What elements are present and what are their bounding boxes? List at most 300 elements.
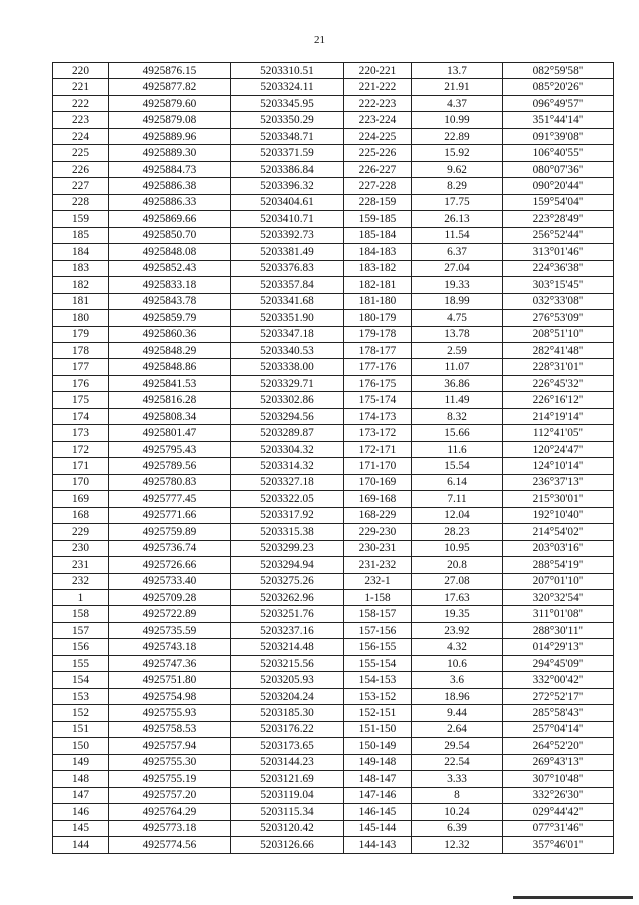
segment-cell: 179-178 <box>344 326 412 342</box>
y-coordinate-cell: 5203376.83 <box>231 260 344 276</box>
y-coordinate-cell: 5203176.22 <box>231 721 344 737</box>
segment-cell: 228-159 <box>344 194 412 210</box>
x-coordinate-cell: 4925889.96 <box>109 128 231 144</box>
length-cell: 17.63 <box>412 590 503 606</box>
bearing-cell: 236°37'13" <box>503 474 614 490</box>
x-coordinate-cell: 4925876.15 <box>109 63 231 79</box>
segment-cell: 220-221 <box>344 63 412 79</box>
x-coordinate-cell: 4925869.66 <box>109 211 231 227</box>
y-coordinate-cell: 5203126.66 <box>231 837 344 853</box>
bearing-cell: 208°51'10" <box>503 326 614 342</box>
bearing-cell: 276°53'09" <box>503 310 614 326</box>
bearing-cell: 256°52'44" <box>503 227 614 243</box>
table-row <box>53 573 614 589</box>
table-row <box>53 79 614 95</box>
table-row <box>53 375 614 391</box>
table-row <box>53 194 614 210</box>
length-cell: 2.59 <box>412 342 503 358</box>
x-coordinate-cell: 4925777.45 <box>109 491 231 507</box>
length-cell: 21.91 <box>412 79 503 95</box>
x-coordinate-cell: 4925759.89 <box>109 524 231 540</box>
segment-cell: 156-155 <box>344 639 412 655</box>
length-cell: 7.11 <box>412 491 503 507</box>
length-cell: 10.6 <box>412 655 503 671</box>
length-cell: 8.29 <box>412 178 503 194</box>
table-row <box>53 771 614 787</box>
x-coordinate-cell: 4925879.08 <box>109 112 231 128</box>
length-cell: 6.37 <box>412 244 503 260</box>
y-coordinate-cell: 5203302.86 <box>231 392 344 408</box>
y-coordinate-cell: 5203371.59 <box>231 145 344 161</box>
segment-cell: 155-154 <box>344 655 412 671</box>
point-number-cell: 153 <box>53 688 109 704</box>
table-row <box>53 688 614 704</box>
point-number-cell: 230 <box>53 540 109 556</box>
point-number-cell: 172 <box>53 441 109 457</box>
length-cell: 10.99 <box>412 112 503 128</box>
y-coordinate-cell: 5203115.34 <box>231 804 344 820</box>
table-row <box>53 507 614 523</box>
x-coordinate-cell: 4925773.18 <box>109 820 231 836</box>
segment-cell: 159-185 <box>344 211 412 227</box>
y-coordinate-cell: 5203340.53 <box>231 342 344 358</box>
bearing-cell: 264°52'20" <box>503 738 614 754</box>
bearing-cell: 106°40'55" <box>503 145 614 161</box>
length-cell: 17.75 <box>412 194 503 210</box>
length-cell: 11.54 <box>412 227 503 243</box>
y-coordinate-cell: 5203289.87 <box>231 425 344 441</box>
bearing-cell: 357°46'01" <box>503 837 614 853</box>
bearing-cell: 120°24'47" <box>503 441 614 457</box>
length-cell: 36.86 <box>412 375 503 391</box>
length-cell: 15.66 <box>412 425 503 441</box>
length-cell: 12.04 <box>412 507 503 523</box>
length-cell: 3.6 <box>412 672 503 688</box>
segment-cell: 225-226 <box>344 145 412 161</box>
point-number-cell: 171 <box>53 458 109 474</box>
x-coordinate-cell: 4925771.66 <box>109 507 231 523</box>
y-coordinate-cell: 5203119.04 <box>231 787 344 803</box>
segment-cell: 168-229 <box>344 507 412 523</box>
y-coordinate-cell: 5203345.95 <box>231 95 344 111</box>
segment-cell: 223-224 <box>344 112 412 128</box>
point-number-cell: 155 <box>53 655 109 671</box>
point-number-cell: 173 <box>53 425 109 441</box>
segment-cell: 148-147 <box>344 771 412 787</box>
bearing-cell: 014°29'13" <box>503 639 614 655</box>
point-number-cell: 224 <box>53 128 109 144</box>
bearing-cell: 124°10'14" <box>503 458 614 474</box>
x-coordinate-cell: 4925879.60 <box>109 95 231 111</box>
length-cell: 3.33 <box>412 771 503 787</box>
x-coordinate-cell: 4925747.36 <box>109 655 231 671</box>
table-row <box>53 178 614 194</box>
bearing-cell: 096°49'57" <box>503 95 614 111</box>
point-number-cell: 149 <box>53 754 109 770</box>
point-number-cell: 179 <box>53 326 109 342</box>
x-coordinate-cell: 4925743.18 <box>109 639 231 655</box>
coordinates-table-body <box>53 63 614 854</box>
x-coordinate-cell: 4925816.28 <box>109 392 231 408</box>
point-number-cell: 146 <box>53 804 109 820</box>
table-row <box>53 721 614 737</box>
bearing-cell: 288°54'19" <box>503 557 614 573</box>
length-cell: 18.99 <box>412 293 503 309</box>
bearing-cell: 090°20'44" <box>503 178 614 194</box>
table-row <box>53 672 614 688</box>
table-row <box>53 244 614 260</box>
y-coordinate-cell: 5203350.29 <box>231 112 344 128</box>
point-number-cell: 145 <box>53 820 109 836</box>
point-number-cell: 148 <box>53 771 109 787</box>
y-coordinate-cell: 5203348.71 <box>231 128 344 144</box>
length-cell: 19.35 <box>412 606 503 622</box>
segment-cell: 230-231 <box>344 540 412 556</box>
length-cell: 9.44 <box>412 705 503 721</box>
table-row <box>53 655 614 671</box>
point-number-cell: 229 <box>53 524 109 540</box>
x-coordinate-cell: 4925755.30 <box>109 754 231 770</box>
bearing-cell: 332°00'42" <box>503 672 614 688</box>
x-coordinate-cell: 4925795.43 <box>109 441 231 457</box>
length-cell: 15.54 <box>412 458 503 474</box>
x-coordinate-cell: 4925754.98 <box>109 688 231 704</box>
point-number-cell: 174 <box>53 408 109 424</box>
bearing-cell: 224°36'38" <box>503 260 614 276</box>
length-cell: 8.32 <box>412 408 503 424</box>
table-row <box>53 606 614 622</box>
y-coordinate-cell: 5203357.84 <box>231 277 344 293</box>
segment-cell: 177-176 <box>344 359 412 375</box>
bearing-cell: 085°20'26" <box>503 79 614 95</box>
bearing-cell: 192°10'40" <box>503 507 614 523</box>
y-coordinate-cell: 5203214.48 <box>231 639 344 655</box>
y-coordinate-cell: 5203351.90 <box>231 310 344 326</box>
coordinates-table <box>52 62 614 854</box>
bearing-cell: 311°01'08" <box>503 606 614 622</box>
point-number-cell: 183 <box>53 260 109 276</box>
point-number-cell: 175 <box>53 392 109 408</box>
length-cell: 26.13 <box>412 211 503 227</box>
x-coordinate-cell: 4925757.94 <box>109 738 231 754</box>
point-number-cell: 181 <box>53 293 109 309</box>
length-cell: 11.6 <box>412 441 503 457</box>
point-number-cell: 157 <box>53 622 109 638</box>
table-row <box>53 277 614 293</box>
x-coordinate-cell: 4925735.59 <box>109 622 231 638</box>
bearing-cell: 082°59'58" <box>503 63 614 79</box>
point-number-cell: 223 <box>53 112 109 128</box>
point-number-cell: 184 <box>53 244 109 260</box>
segment-cell: 172-171 <box>344 441 412 457</box>
length-cell: 19.33 <box>412 277 503 293</box>
x-coordinate-cell: 4925877.82 <box>109 79 231 95</box>
point-number-cell: 177 <box>53 359 109 375</box>
segment-cell: 171-170 <box>344 458 412 474</box>
segment-cell: 169-168 <box>344 491 412 507</box>
y-coordinate-cell: 5203173.65 <box>231 738 344 754</box>
table-row <box>53 705 614 721</box>
y-coordinate-cell: 5203317.92 <box>231 507 344 523</box>
x-coordinate-cell: 4925848.08 <box>109 244 231 260</box>
length-cell: 15.92 <box>412 145 503 161</box>
segment-cell: 151-150 <box>344 721 412 737</box>
bearing-cell: 029°44'42" <box>503 804 614 820</box>
length-cell: 23.92 <box>412 622 503 638</box>
y-coordinate-cell: 5203294.56 <box>231 408 344 424</box>
y-coordinate-cell: 5203205.93 <box>231 672 344 688</box>
point-number-cell: 169 <box>53 491 109 507</box>
segment-cell: 176-175 <box>344 375 412 391</box>
length-cell: 8 <box>412 787 503 803</box>
x-coordinate-cell: 4925751.80 <box>109 672 231 688</box>
table-row <box>53 342 614 358</box>
length-cell: 22.89 <box>412 128 503 144</box>
length-cell: 4.32 <box>412 639 503 655</box>
segment-cell: 181-180 <box>344 293 412 309</box>
length-cell: 12.32 <box>412 837 503 853</box>
bearing-cell: 303°15'45" <box>503 277 614 293</box>
table-row <box>53 491 614 507</box>
y-coordinate-cell: 5203251.76 <box>231 606 344 622</box>
length-cell: 4.75 <box>412 310 503 326</box>
y-coordinate-cell: 5203299.23 <box>231 540 344 556</box>
y-coordinate-cell: 5203324.11 <box>231 79 344 95</box>
bearing-cell: 159°54'04" <box>503 194 614 210</box>
bearing-cell: 332°26'30" <box>503 787 614 803</box>
y-coordinate-cell: 5203275.26 <box>231 573 344 589</box>
segment-cell: 227-228 <box>344 178 412 194</box>
table-row <box>53 804 614 820</box>
length-cell: 9.62 <box>412 161 503 177</box>
bearing-cell: 288°30'11" <box>503 622 614 638</box>
segment-cell: 144-143 <box>344 837 412 853</box>
segment-cell: 157-156 <box>344 622 412 638</box>
point-number-cell: 231 <box>53 557 109 573</box>
point-number-cell: 227 <box>53 178 109 194</box>
table-row <box>53 622 614 638</box>
length-cell: 20.8 <box>412 557 503 573</box>
length-cell: 27.04 <box>412 260 503 276</box>
table-row <box>53 293 614 309</box>
x-coordinate-cell: 4925755.19 <box>109 771 231 787</box>
segment-cell: 222-223 <box>344 95 412 111</box>
length-cell: 4.37 <box>412 95 503 111</box>
x-coordinate-cell: 4925722.89 <box>109 606 231 622</box>
bearing-cell: 207°01'10" <box>503 573 614 589</box>
point-number-cell: 152 <box>53 705 109 721</box>
length-cell: 22.54 <box>412 754 503 770</box>
point-number-cell: 154 <box>53 672 109 688</box>
bearing-cell: 226°16'12" <box>503 392 614 408</box>
segment-cell: 231-232 <box>344 557 412 573</box>
length-cell: 29.54 <box>412 738 503 754</box>
bearing-cell: 223°28'49" <box>503 211 614 227</box>
length-cell: 10.95 <box>412 540 503 556</box>
segment-cell: 173-172 <box>344 425 412 441</box>
bearing-cell: 228°31'01" <box>503 359 614 375</box>
segment-cell: 152-151 <box>344 705 412 721</box>
point-number-cell: 225 <box>53 145 109 161</box>
table-row <box>53 474 614 490</box>
segment-cell: 226-227 <box>344 161 412 177</box>
x-coordinate-cell: 4925789.56 <box>109 458 231 474</box>
point-number-cell: 158 <box>53 606 109 622</box>
y-coordinate-cell: 5203322.05 <box>231 491 344 507</box>
segment-cell: 232-1 <box>344 573 412 589</box>
length-cell: 2.64 <box>412 721 503 737</box>
x-coordinate-cell: 4925764.29 <box>109 804 231 820</box>
bearing-cell: 294°45'09" <box>503 655 614 671</box>
segment-cell: 174-173 <box>344 408 412 424</box>
y-coordinate-cell: 5203294.94 <box>231 557 344 573</box>
y-coordinate-cell: 5203310.51 <box>231 63 344 79</box>
y-coordinate-cell: 5203327.18 <box>231 474 344 490</box>
segment-cell: 170-169 <box>344 474 412 490</box>
bearing-cell: 112°41'05" <box>503 425 614 441</box>
segment-cell: 145-144 <box>344 820 412 836</box>
bearing-cell: 285°58'43" <box>503 705 614 721</box>
y-coordinate-cell: 5203341.68 <box>231 293 344 309</box>
length-cell: 13.7 <box>412 63 503 79</box>
table-row <box>53 326 614 342</box>
x-coordinate-cell: 4925852.43 <box>109 260 231 276</box>
table-row <box>53 557 614 573</box>
bearing-cell: 214°54'02" <box>503 524 614 540</box>
point-number-cell: 228 <box>53 194 109 210</box>
y-coordinate-cell: 5203121.69 <box>231 771 344 787</box>
segment-cell: 229-230 <box>344 524 412 540</box>
y-coordinate-cell: 5203120.42 <box>231 820 344 836</box>
y-coordinate-cell: 5203204.24 <box>231 688 344 704</box>
table-row <box>53 128 614 144</box>
length-cell: 10.24 <box>412 804 503 820</box>
x-coordinate-cell: 4925859.79 <box>109 310 231 326</box>
table-row <box>53 425 614 441</box>
length-cell: 18.96 <box>412 688 503 704</box>
length-cell: 11.07 <box>412 359 503 375</box>
x-coordinate-cell: 4925860.36 <box>109 326 231 342</box>
segment-cell: 154-153 <box>344 672 412 688</box>
x-coordinate-cell: 4925808.34 <box>109 408 231 424</box>
point-number-cell: 147 <box>53 787 109 803</box>
table-row <box>53 837 614 853</box>
y-coordinate-cell: 5203404.61 <box>231 194 344 210</box>
y-coordinate-cell: 5203237.16 <box>231 622 344 638</box>
y-coordinate-cell: 5203185.30 <box>231 705 344 721</box>
length-cell: 13.78 <box>412 326 503 342</box>
table-row <box>53 540 614 556</box>
bearing-cell: 313°01'46" <box>503 244 614 260</box>
x-coordinate-cell: 4925757.20 <box>109 787 231 803</box>
x-coordinate-cell: 4925850.70 <box>109 227 231 243</box>
y-coordinate-cell: 5203329.71 <box>231 375 344 391</box>
x-coordinate-cell: 4925848.29 <box>109 342 231 358</box>
bearing-cell: 091°39'08" <box>503 128 614 144</box>
table-row <box>53 524 614 540</box>
length-cell: 28.23 <box>412 524 503 540</box>
segment-cell: 224-225 <box>344 128 412 144</box>
segment-cell: 158-157 <box>344 606 412 622</box>
table-row <box>53 227 614 243</box>
point-number-cell: 178 <box>53 342 109 358</box>
table-row <box>53 63 614 79</box>
segment-cell: 180-179 <box>344 310 412 326</box>
table-row <box>53 458 614 474</box>
bearing-cell: 272°52'17" <box>503 688 614 704</box>
y-coordinate-cell: 5203396.32 <box>231 178 344 194</box>
table-row <box>53 145 614 161</box>
point-number-cell: 176 <box>53 375 109 391</box>
point-number-cell: 232 <box>53 573 109 589</box>
x-coordinate-cell: 4925736.74 <box>109 540 231 556</box>
y-coordinate-cell: 5203392.73 <box>231 227 344 243</box>
y-coordinate-cell: 5203386.84 <box>231 161 344 177</box>
table-row <box>53 112 614 128</box>
x-coordinate-cell: 4925726.66 <box>109 557 231 573</box>
y-coordinate-cell: 5203144.23 <box>231 754 344 770</box>
point-number-cell: 159 <box>53 211 109 227</box>
x-coordinate-cell: 4925886.33 <box>109 194 231 210</box>
y-coordinate-cell: 5203262.96 <box>231 590 344 606</box>
page-number: 21 <box>314 34 325 46</box>
bearing-cell: 351°44'14" <box>503 112 614 128</box>
x-coordinate-cell: 4925841.53 <box>109 375 231 391</box>
point-number-cell: 151 <box>53 721 109 737</box>
y-coordinate-cell: 5203338.00 <box>231 359 344 375</box>
y-coordinate-cell: 5203314.32 <box>231 458 344 474</box>
table-row <box>53 95 614 111</box>
y-coordinate-cell: 5203410.71 <box>231 211 344 227</box>
y-coordinate-cell: 5203381.49 <box>231 244 344 260</box>
table-row <box>53 161 614 177</box>
point-number-cell: 185 <box>53 227 109 243</box>
point-number-cell: 144 <box>53 837 109 853</box>
bearing-cell: 215°30'01" <box>503 491 614 507</box>
bearing-cell: 203°03'16" <box>503 540 614 556</box>
x-coordinate-cell: 4925886.38 <box>109 178 231 194</box>
x-coordinate-cell: 4925780.83 <box>109 474 231 490</box>
table-row <box>53 754 614 770</box>
table-row <box>53 590 614 606</box>
point-number-cell: 220 <box>53 63 109 79</box>
bearing-cell: 269°43'13" <box>503 754 614 770</box>
segment-cell: 183-182 <box>344 260 412 276</box>
segment-cell: 184-183 <box>344 244 412 260</box>
segment-cell: 146-145 <box>344 804 412 820</box>
segment-cell: 150-149 <box>344 738 412 754</box>
bearing-cell: 320°32'54" <box>503 590 614 606</box>
x-coordinate-cell: 4925884.73 <box>109 161 231 177</box>
scan-edge-mark <box>513 896 633 899</box>
table-row <box>53 359 614 375</box>
segment-cell: 147-146 <box>344 787 412 803</box>
x-coordinate-cell: 4925833.18 <box>109 277 231 293</box>
segment-cell: 185-184 <box>344 227 412 243</box>
x-coordinate-cell: 4925755.93 <box>109 705 231 721</box>
point-number-cell: 150 <box>53 738 109 754</box>
point-number-cell: 182 <box>53 277 109 293</box>
y-coordinate-cell: 5203304.32 <box>231 441 344 457</box>
point-number-cell: 222 <box>53 95 109 111</box>
y-coordinate-cell: 5203215.56 <box>231 655 344 671</box>
point-number-cell: 221 <box>53 79 109 95</box>
segment-cell: 175-174 <box>344 392 412 408</box>
point-number-cell: 170 <box>53 474 109 490</box>
x-coordinate-cell: 4925709.28 <box>109 590 231 606</box>
point-number-cell: 1 <box>53 590 109 606</box>
length-cell: 6.39 <box>412 820 503 836</box>
